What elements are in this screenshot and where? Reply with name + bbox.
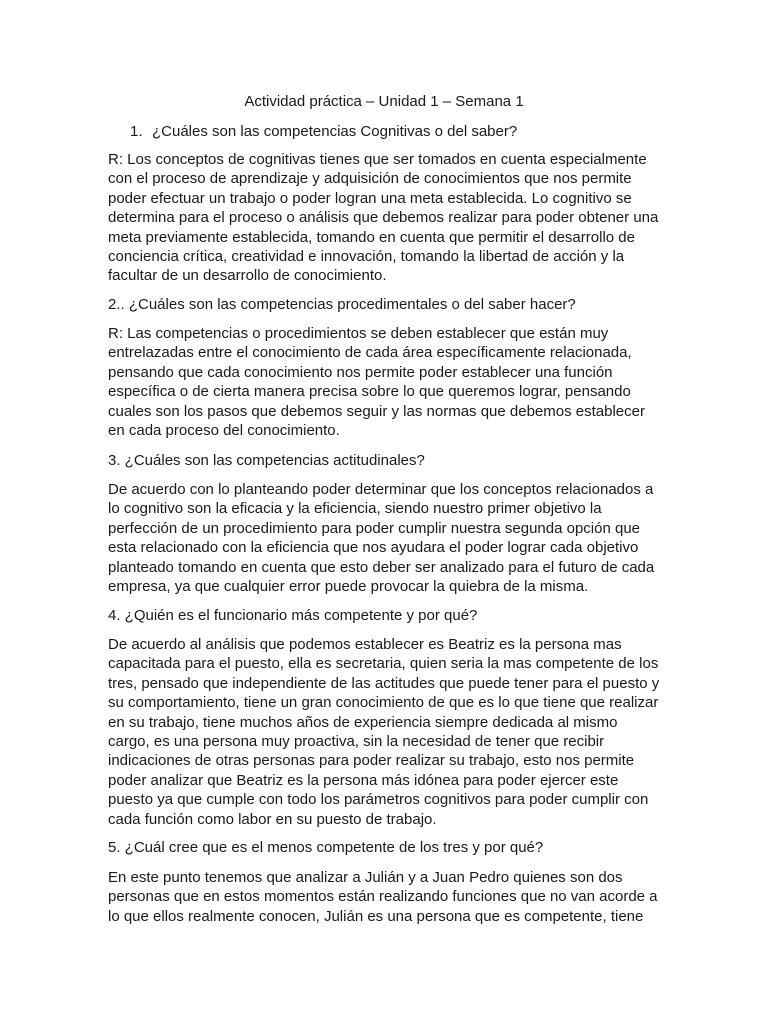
answer-5	[108, 868, 668, 926]
answer-4-line: su comportamiento, tiene un gran conocimiento de que es lo que tiene que realizar	[108, 694, 659, 712]
answer-4-line: De acuerdo al análisis que podemos establecer es Beatriz es la persona mas	[108, 636, 622, 653]
answer-5-line: lo que ellos realmente conocen, Julián es una persona que es competente, tiene	[108, 907, 644, 925]
answer-4-line: cargo, es una persona muy proactiva, sin la necesidad de tener que recibir	[108, 733, 605, 751]
answer-2-line: en cada proceso del conocimiento.	[108, 422, 340, 440]
answer-3	[108, 480, 668, 596]
answer-1-line: conciencia crítica, creatividad e innovación, tomando la libertad de acción y la	[108, 248, 625, 266]
answer-1-line: R: Los conceptos de cognitivas tienes que ser tomados en cuenta especialmente	[108, 151, 647, 168]
answer-4-line: capacitada para el puesto, ella es secretaria, quien seria la mas competente de los	[108, 655, 659, 673]
answer-1-line: determina para el proceso o análisis que debemos realizar para poder obtener una	[108, 209, 659, 227]
question-4: 4. ¿Quién es el funcionario más competente y por qué?	[108, 607, 478, 624]
answer-1-line: con el proceso de aprendizaje y adquisición de conocimientos que nos permite	[108, 170, 632, 188]
answer-2	[108, 324, 668, 440]
question-2: 2.. ¿Cuáles son las competencias procedimentales o del saber hacer?	[108, 296, 576, 313]
answer-4-line: en su trabajo, tiene muchos años de experiencia siempre dedicada al mismo	[108, 713, 618, 731]
answer-2-line: R: Las competencias o procedimientos se deben establecer que están muy	[108, 325, 609, 342]
question-3: 3. ¿Cuáles son las competencias actitudinales?	[108, 452, 425, 469]
answer-2-line: entrelazadas entre el conocimiento de cada área específicamente relacionada,	[108, 344, 632, 362]
question-5: 5. ¿Cuál cree que es el menos competente de los tres y por qué?	[108, 839, 544, 856]
answer-3-line: De acuerdo con lo planteando poder determinar que los conceptos relacionados a	[108, 481, 654, 498]
question-1	[130, 122, 517, 141]
answer-1	[108, 150, 668, 286]
answer-5-line: En este punto tenemos que analizar a Julián y a Juan Pedro quienes son dos	[108, 869, 623, 886]
answer-3-line: empresa, ya que cualquier error puede provocar la quiebra de la misma.	[108, 578, 589, 596]
answer-3-line: perfección de un procedimiento para poder cumplir nuestra segunda opción que	[108, 519, 641, 537]
answer-2-line: específica o de cierta manera precisa sobre lo que queremos lograr, pensando	[108, 383, 631, 401]
answer-2-line: cuales son los pasos que debemos seguir y las normas que debemos establecer	[108, 402, 645, 420]
question-1-number: 1.	[130, 123, 143, 140]
question-1-text: ¿Cuáles son las competencias Cognitivas o del saber?	[152, 123, 518, 140]
answer-1-line: facultar de un desarrollo de conocimiento.	[108, 267, 387, 285]
answer-3-line: lo cognitivo son la eficacia y la eficiencia, siendo nuestro primer objetivo la	[108, 500, 602, 518]
answer-4-line: cada función como labor en su puesto de trabajo.	[108, 810, 437, 828]
answer-5-line: personas que en estos momentos están realizando funciones que no van acorde a	[108, 888, 658, 906]
answer-1-line: meta previamente establecida, tomando en cuenta que permitir el desarrollo de	[108, 228, 635, 246]
answer-4-line: indicaciones de otras personas para poder realizar su trabajo, esto nos permite	[108, 752, 635, 770]
answer-1-line: poder efectuar un trabajo o poder logran una meta establecida. Lo cognitivo se	[108, 189, 632, 207]
answer-3-line: planteado tomando en cuenta que esto deber ser analizado para el futuro de cada	[108, 558, 655, 576]
answer-4	[108, 635, 668, 829]
answer-4-line: poder analizar que Beatriz es la persona más idónea para poder ejercer este	[108, 771, 619, 789]
document-title: Actividad práctica – Unidad 1 – Semana 1	[244, 93, 524, 110]
answer-4-line: puesto ya que cumple con todo los parámetros cognitivos para poder cumplir con	[108, 791, 649, 809]
answer-4-line: tres, pensado que independiente de las actitudes que puede tener para el puesto y	[108, 674, 660, 692]
answer-2-line: pensando que cada conocimiento nos permite poder establecer una función	[108, 363, 613, 381]
answer-3-line: esta relacionado con la eficiencia que nos ayudara el poder lograr cada objetivo	[108, 539, 639, 557]
